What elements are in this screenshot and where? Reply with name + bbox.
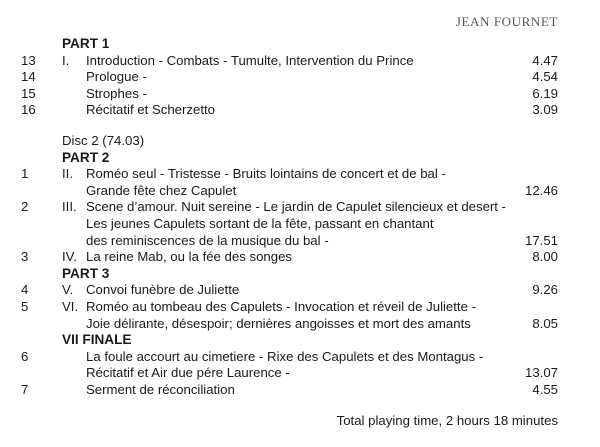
part-heading: VII FINALE (62, 332, 132, 348)
track-row (0, 382, 600, 399)
track-row (0, 282, 600, 299)
track-row (0, 166, 600, 183)
movement-numeral: II. (62, 166, 73, 182)
movement-numeral: III. (62, 199, 77, 215)
movement-numeral: V. (62, 282, 74, 298)
section-spacer (0, 119, 600, 133)
track-title: Prologue - (86, 69, 147, 85)
track-row-continued (0, 216, 600, 233)
movement-numeral: I. (62, 52, 70, 68)
track-number: 14 (21, 69, 36, 85)
track-title-line: Grande fête chez Capulet (86, 182, 237, 198)
track-duration: 12.46 (524, 182, 558, 198)
movement-numeral: IV. (62, 249, 77, 265)
track-row-continued (0, 365, 600, 382)
part-heading-row (0, 266, 600, 283)
part-heading: PART 1 (62, 36, 110, 51)
movement-numeral: VI. (62, 298, 79, 314)
tracklist (0, 36, 600, 398)
total-playing-time: Total playing time, 2 hours 18 minutes (336, 413, 558, 428)
part-heading-row (0, 36, 600, 53)
track-title: Convoi funèbre de Juliette (86, 282, 240, 298)
track-number: 13 (21, 52, 36, 68)
track-row (0, 53, 600, 70)
track-number: 7 (21, 381, 29, 397)
track-number: 5 (21, 298, 29, 314)
track-row (0, 299, 600, 316)
track-row (0, 102, 600, 119)
track-duration: 13.07 (524, 365, 558, 381)
part-heading-row (0, 332, 600, 349)
track-number: 2 (21, 199, 29, 215)
track-title-line: Les jeunes Capulets sortant de la fête, passant en chantant (86, 215, 434, 231)
track-title-line: Scene d’amour. Nuit sereine - Le jardin de Capulet silencieux et desert - (86, 199, 507, 215)
track-duration: 9.26 (532, 282, 558, 298)
track-row (0, 69, 600, 86)
track-title-line: La foule accourt au cimetiere - Rixe des Capulets et des Montagus - (86, 348, 484, 364)
track-title-line: Joie délirante, désespoir; dernières angoisses et mort des amants (86, 315, 471, 331)
track-row (0, 249, 600, 266)
track-title-line: Récitatif et Air due pére Laurence - (86, 365, 290, 381)
part-heading: PART 3 (62, 265, 110, 281)
track-row-continued (0, 316, 600, 333)
track-number: 3 (21, 249, 29, 265)
track-row (0, 199, 600, 216)
track-duration: 17.51 (524, 232, 558, 248)
track-number: 6 (21, 348, 29, 364)
track-duration: 4.47 (532, 52, 558, 68)
track-duration: 8.00 (532, 249, 558, 265)
track-number: 16 (21, 102, 36, 118)
track-number: 1 (21, 166, 29, 182)
track-duration: 6.19 (532, 85, 558, 101)
track-duration: 3.09 (532, 102, 558, 118)
track-title-line: Roméo au tombeau des Capulets - Invocation et réveil de Juliette - (86, 298, 476, 314)
track-number: 15 (21, 85, 36, 101)
track-title: La reine Mab, ou la fée des songes (86, 249, 293, 265)
part-heading-row (0, 150, 600, 167)
track-row-continued (0, 233, 600, 250)
part-heading: PART 2 (62, 149, 110, 165)
track-duration: 8.05 (532, 315, 558, 331)
track-title: Récitatif et Scherzetto (86, 102, 216, 118)
track-row (0, 86, 600, 103)
track-title: Introduction - Combats - Tumulte, Intervention du Prince (86, 52, 414, 68)
disc-label-row (0, 133, 600, 150)
track-title-line: des reminiscences de la musique du bal - (86, 232, 329, 248)
track-number: 4 (21, 282, 29, 298)
track-row-continued (0, 183, 600, 200)
track-row (0, 349, 600, 366)
disc-label: Disc 2 (74.03) (62, 132, 145, 148)
track-duration: 4.54 (532, 69, 558, 85)
track-title-line: Roméo seul - Tristesse - Bruits lointains de concert et de bal - (86, 166, 446, 182)
track-title: Serment de réconciliation (86, 381, 235, 397)
track-title: Strophes - (86, 85, 147, 101)
performer-name: JEAN FOURNET (455, 14, 558, 29)
track-duration: 4.55 (532, 381, 558, 397)
